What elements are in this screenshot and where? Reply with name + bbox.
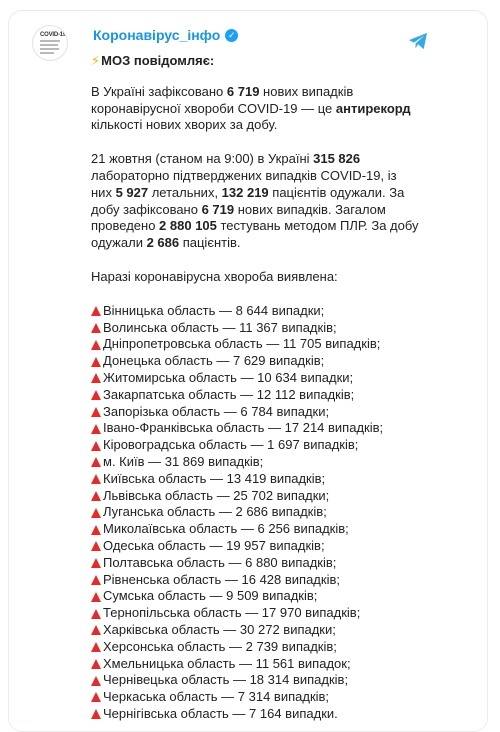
- subtitle-text: МОЗ повідомляє:: [101, 53, 215, 68]
- region-text: Волинська область — 11 367 випадків;: [103, 319, 337, 335]
- region-text: Одеська область — 19 957 випадків;: [103, 537, 325, 553]
- red-triangle-icon: [91, 709, 101, 719]
- daily-cases: 6 719: [201, 201, 235, 217]
- red-triangle-icon: [91, 676, 101, 686]
- text: пацієнтів одужали. За добу зафіксовано: [91, 184, 405, 217]
- region-text: Полтавська область — 6 880 випадків;: [103, 554, 337, 570]
- region-text: Миколаївська область — 6 256 випадків;: [103, 521, 349, 537]
- red-triangle-icon: [91, 575, 101, 585]
- red-triangle-icon: [91, 441, 101, 451]
- text: пацієнтів.: [179, 235, 241, 251]
- list-item: [91, 555, 421, 572]
- list-item: [91, 672, 421, 689]
- region-text: Дніпропетровська область — 11 705 випадків;: [103, 336, 381, 352]
- channel-header[interactable]: [93, 27, 238, 43]
- recovered-count: 132 219: [221, 184, 269, 200]
- list-item: [91, 370, 421, 387]
- red-triangle-icon: [91, 491, 101, 501]
- list-item: [91, 605, 421, 622]
- red-triangle-icon: [91, 659, 101, 669]
- list-item: [91, 488, 421, 505]
- new-cases-count: 6 719: [226, 83, 260, 99]
- avatar-line: [40, 48, 59, 50]
- total-cases: 315 826: [313, 151, 361, 167]
- text: В Україні зафіксовано: [91, 83, 227, 99]
- text: нових випадків коронавірусної хвороби COVID-19 — це: [91, 83, 354, 116]
- deaths-count: 5 927: [115, 184, 149, 200]
- list-item: [91, 454, 421, 471]
- list-item: [91, 471, 421, 488]
- list-item: [91, 706, 421, 723]
- red-triangle-icon: [91, 474, 101, 484]
- verified-icon: ✓: [225, 29, 238, 42]
- region-text: Сумська область — 9 509 випадків;: [103, 588, 318, 604]
- red-triangle-icon: [91, 525, 101, 535]
- message-body: [91, 53, 421, 723]
- avatar-line: [40, 52, 54, 54]
- region-text: Хмельницька область — 11 561 випадок;: [103, 655, 351, 671]
- region-text: Вінницька область — 8 644 випадки;: [103, 302, 325, 318]
- regions-list: [91, 303, 421, 723]
- red-triangle-icon: [91, 357, 101, 367]
- text: летальних,: [148, 184, 222, 200]
- list-item: [91, 404, 421, 421]
- record-word: антирекорд: [335, 100, 411, 116]
- region-text: Донецька область — 7 629 випадків;: [103, 353, 325, 369]
- red-triangle-icon: [91, 692, 101, 702]
- region-text: Кіровоградська область — 1 697 випадків;: [103, 437, 359, 453]
- list-item: [91, 437, 421, 454]
- region-text: Харківська область — 30 272 випадки;: [103, 621, 336, 637]
- region-text: Рівненська область — 16 428 випадків;: [103, 571, 340, 587]
- red-triangle-icon: [91, 642, 101, 652]
- red-triangle-icon: [91, 457, 101, 467]
- paragraph-regions-intro: Наразі коронавірусна хвороба виявлена:: [91, 268, 338, 284]
- region-text: м. Київ — 31 869 випадків;: [103, 453, 264, 469]
- region-text: Житомирська область — 10 634 випадки;: [103, 369, 354, 385]
- red-triangle-icon: [91, 407, 101, 417]
- region-text: Закарпатська область — 12 112 випадків;: [103, 386, 355, 402]
- avatar-line: [40, 44, 58, 46]
- text: 21 жовтня (станом на 9:00) в Україні: [91, 151, 314, 167]
- list-item: [91, 420, 421, 437]
- region-text: Івано-Франківська область — 17 214 випадків;: [103, 420, 384, 436]
- red-triangle-icon: [91, 558, 101, 568]
- daily-recovered: 2 686: [146, 235, 180, 251]
- list-item: [91, 521, 421, 538]
- red-triangle-icon: [91, 541, 101, 551]
- list-item: [91, 588, 421, 605]
- red-triangle-icon: [91, 306, 101, 316]
- text: лабораторно підтверджених випадків COVID-19, із них: [91, 167, 397, 200]
- post-card: [8, 10, 488, 732]
- region-text: Чернігівська область — 7 164 випадки.: [103, 705, 338, 721]
- list-item: [91, 303, 421, 320]
- region-text: Черкаська область — 7 314 випадків;: [103, 689, 330, 705]
- list-item: [91, 689, 421, 706]
- list-item: [91, 538, 421, 555]
- list-item: [91, 353, 421, 370]
- region-text: Київська область — 13 419 випадків;: [103, 470, 326, 486]
- avatar-line: [40, 40, 60, 42]
- channel-avatar[interactable]: [32, 25, 68, 61]
- red-triangle-icon: [91, 625, 101, 635]
- channel-name[interactable]: Коронавірус_інфо: [93, 27, 221, 43]
- paragraph-summary: [91, 84, 421, 134]
- text: кількості нових хворих за добу.: [91, 117, 278, 133]
- red-triangle-icon: [91, 592, 101, 602]
- list-item: [91, 639, 421, 656]
- region-text: Тернопільська область — 17 970 випадків;: [103, 605, 361, 621]
- red-triangle-icon: [91, 323, 101, 333]
- red-triangle-icon: [91, 424, 101, 434]
- region-text: Херсонська область — 2 739 випадків;: [103, 638, 337, 654]
- list-item: [91, 622, 421, 639]
- telegram-icon[interactable]: [408, 32, 428, 50]
- list-item: [91, 504, 421, 521]
- list-item: [91, 320, 421, 337]
- red-triangle-icon: [91, 508, 101, 518]
- region-text: Львівська область — 25 702 випадки;: [103, 487, 330, 503]
- avatar-label: COVID-19: [40, 32, 67, 38]
- red-triangle-icon: [91, 340, 101, 350]
- tests-count: 2 880 105: [159, 218, 217, 234]
- list-item: [91, 336, 421, 353]
- red-triangle-icon: [91, 390, 101, 400]
- red-triangle-icon: [91, 373, 101, 383]
- list-item: [91, 656, 421, 673]
- text: тестувань методом ПЛР. За добу одужали: [91, 218, 419, 251]
- region-text: Запорізька область — 6 784 випадки;: [103, 403, 330, 419]
- lightning-icon: ⚡: [91, 53, 101, 68]
- list-item: [91, 572, 421, 589]
- region-text: Луганська область — 2 686 випадків;: [103, 504, 327, 520]
- red-triangle-icon: [91, 609, 101, 619]
- region-text: Чернівецька область — 18 314 випадків;: [103, 672, 349, 688]
- message-subtitle: [91, 53, 421, 70]
- paragraph-stats: [91, 151, 421, 252]
- list-item: [91, 387, 421, 404]
- text: нових випадків. Загалом проведено: [91, 201, 386, 234]
